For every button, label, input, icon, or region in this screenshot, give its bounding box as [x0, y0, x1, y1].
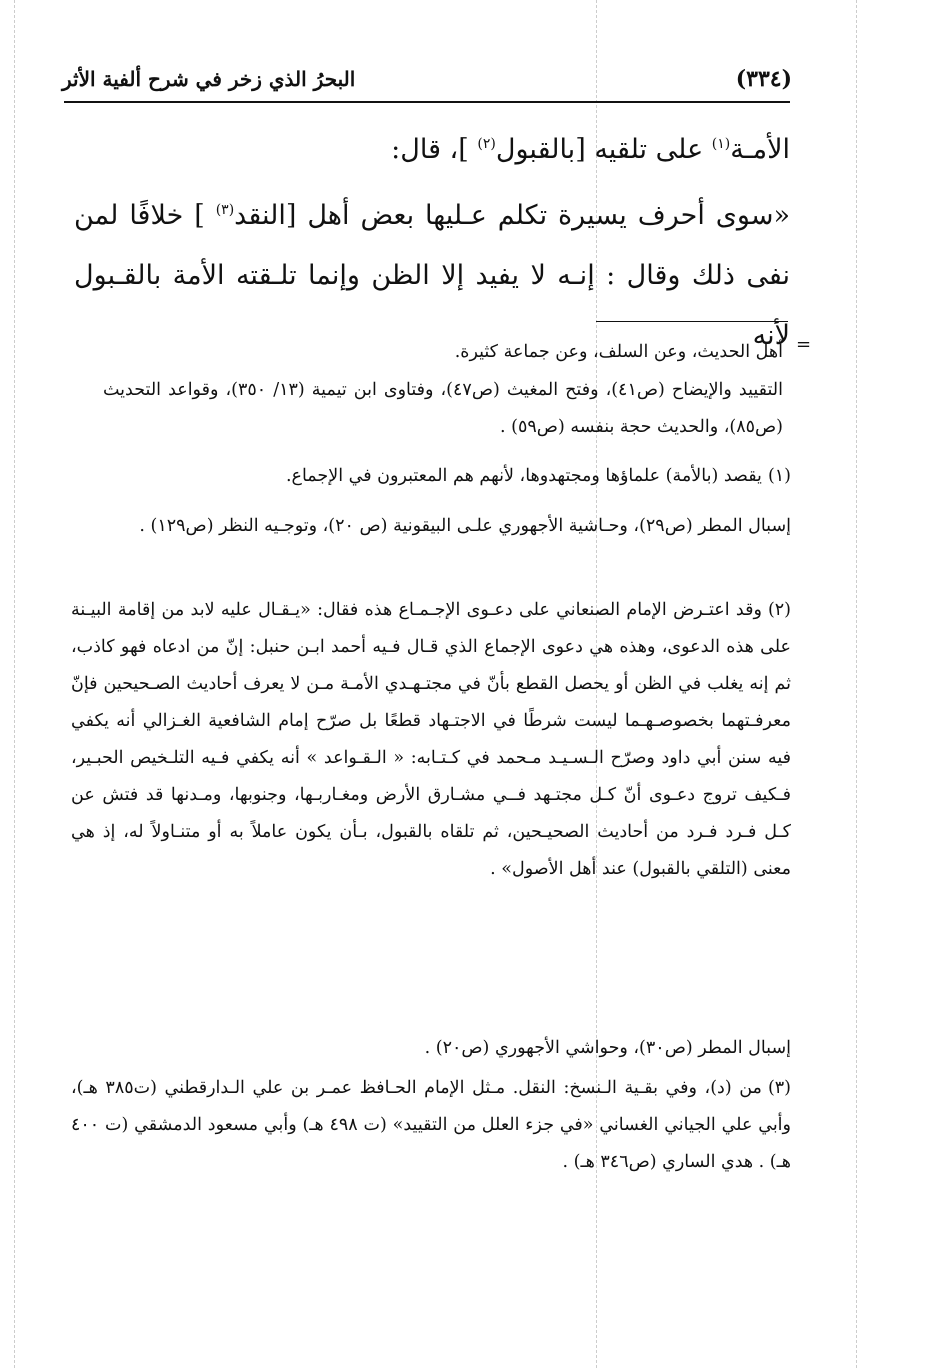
- scan-margin-line-left: [14, 0, 15, 1368]
- header-rule: [64, 101, 790, 103]
- footnote-continuation-2: التقييد والإيضاح (ص٤١)، وفتح المغيث (ص٤٧)، وفتاوى ابن تيمية (١٣/ ٣٥٠)، وقواعد التحديث (ص٨٥)، والحديث حجة بنفسه (ص٥٩) .: [103, 380, 783, 437]
- page-number: (٣٣٤): [735, 66, 792, 92]
- footnote-continuation-1: أهل الحديث، وعن السلف، وعن جماعة كثيرة.: [454, 342, 783, 362]
- footnote-text: يقصد (بالأمة) علماؤها ومجتهدوها، لأنهم هم المعتبرون في الإجماع.: [285, 466, 762, 486]
- footnote-1-source: إسبال المطر (ص٢٩)، وحـاشية الأجهوري علـى البيقونية (ص ٢٠)، وتوجـيه النظر (ص١٢٩) .: [139, 516, 791, 536]
- footnote-ref-3: (٣): [215, 202, 235, 218]
- main-text-segment: الأمـة: [730, 134, 790, 165]
- footnote-1: [71, 458, 791, 495]
- footnote-ref-2: (٢): [477, 136, 496, 152]
- footnote-text: وقد اعتـرض الإمام الصنعاني على دعـوى الإجـمـاع هذه فقال: «يـقـال عليه لابد من إقامة البيـنة على هذه الدعوى، وهذه هي دعوى الإجماع الذي قـال فـيه أحمد ابـن حنبل: إنّ من ادعاه فهو كاذب، ثم إنه يغلب في الظن أو يحصل القطع بأنّ في مجتـهـدي الأمـة مـن لا يعرف أحاديث الصـحيحين فإنّ معرفـتهما بخصوصـهـما ليست شرطًا في الاجتـهاد قطعًا بل صرّح إمام الشافعية الغـزالي أنه يكفي فيه سنن أبي داود وصرّح الـسـيـد مـحمد في كـتـابه: « الـقـواعد » أنه يكفي فـيه التلـخيص الحبـير، فـكيف تروج دعـوى أنّ كـل مجتـهد فــي مشـارق الأرض ومغـاربـها، وجنوبها، ومـدنها قد فتش عن كـل فـرد فـرد من أحاديث الصحيـحين، ثم تلقاه بالقبول، بـأن يكون عاملاً به أو متنـاولاً له، إذ هي معنى (التلقي بالقبول) عند أهل الأصول» .: [71, 600, 791, 879]
- footnote-number: (١): [767, 466, 791, 486]
- footnote-number: (٢): [767, 600, 791, 620]
- footnote-text: من (د)، وفي بقـية الـنسخ: النقل. مـثل الإمام الحـافظ عمـر بن علي الـدارقطني (ت٣٨٥ هـ)، وأبي علي الجياني الغساني «في جزء العلل من التقييد» (ت ٤٩٨ هـ) وأبي مسعود الدمشقي (ت ٤٠٠ هـ) . هدي الساري (ص٣٤٦ هـ) .: [71, 1078, 791, 1172]
- footnote-2-source: إسبال المطر (ص٣٠)، وحواشي الأجهوري (ص٢٠) .: [424, 1038, 791, 1058]
- footnote-separator: [596, 321, 788, 322]
- scan-margin-line-right: [856, 0, 857, 1368]
- footnote-ref-1: (١): [711, 136, 731, 152]
- main-text-segment: «سوى أحرف يسيرة تكلم عـليها بعض أهل [النقد: [234, 200, 790, 231]
- main-text-segment: على تلقيه [بالقبول: [495, 134, 712, 165]
- continuation-mark: =: [796, 334, 812, 355]
- main-text-segment: ]، قال:: [391, 134, 478, 165]
- main-text-line-1: [74, 120, 790, 180]
- running-title: البحرُ الذي زخر في شرح ألفية الأثر: [62, 67, 356, 91]
- main-text-segment: ] خلافًا لمن نفى ذلك وقال : إنـه لا يفيد إلا الظن وإنما تلـقته الأمة بالقـبول لأنه: [74, 200, 790, 351]
- footnote-number: (٣): [767, 1078, 791, 1098]
- footnote-3: [71, 1070, 791, 1181]
- page-header: [62, 62, 792, 96]
- footnote-2: [71, 592, 791, 888]
